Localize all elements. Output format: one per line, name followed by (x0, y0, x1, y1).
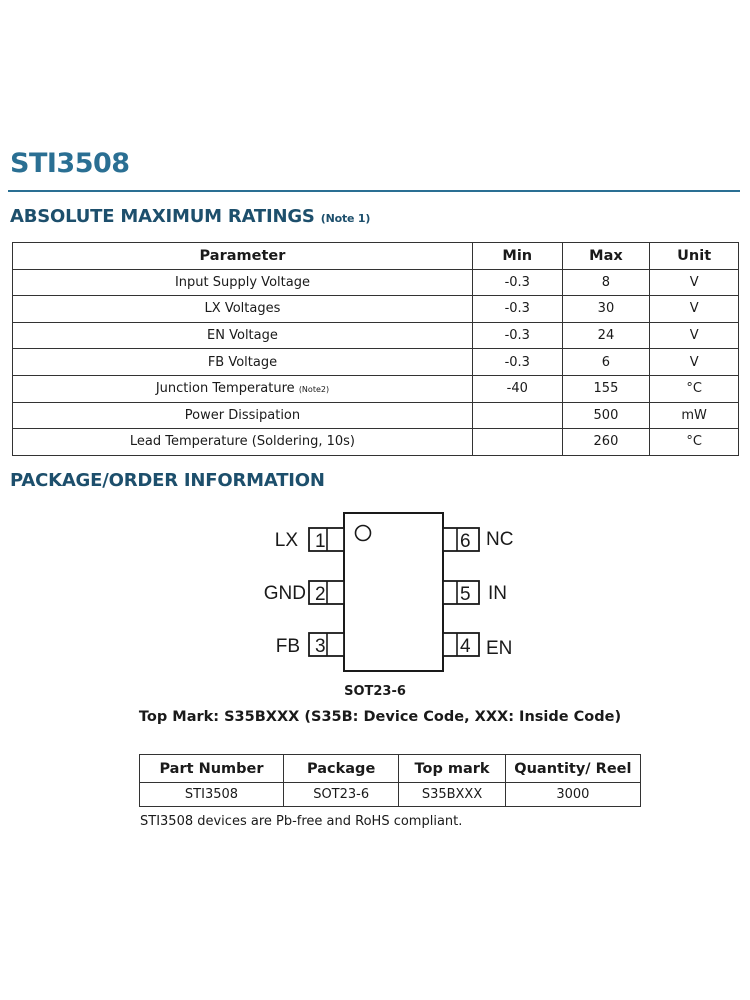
max-cell: 30 (562, 296, 650, 323)
unit-cell: V (650, 322, 739, 349)
col-header-max: Max (562, 243, 650, 270)
pin-label-lx: LX (274, 530, 298, 551)
max-cell: 24 (562, 322, 650, 349)
table-row (13, 296, 739, 323)
param-cell: Input Supply Voltage (13, 269, 473, 296)
unit-cell: °C (650, 375, 739, 402)
param-cell: FB Voltage (13, 349, 473, 376)
min-cell: -0.3 (472, 296, 562, 323)
col-header-unit: Unit (650, 243, 739, 270)
param-cell: Power Dissipation (13, 402, 473, 429)
part-number-cell: STI3508 (140, 783, 284, 807)
pin-label-in: IN (488, 583, 507, 604)
col-header-parameter: Parameter (13, 243, 473, 270)
package-order-heading: PACKAGE/ORDER INFORMATION (10, 470, 325, 491)
top-mark-description: Top Mark: S35BXXX (S35B: Device Code, XXX: Inside Code) (138, 709, 622, 725)
min-cell: -0.3 (472, 322, 562, 349)
compliance-note: STI3508 devices are Pb-free and RoHS compliant. (140, 814, 463, 829)
col-header-package: Package (283, 755, 398, 783)
col-header-min: Min (472, 243, 562, 270)
pin-label-nc: NC (486, 529, 514, 550)
ratings-heading-note: (Note 1) (320, 212, 371, 225)
pin-label-en: EN (486, 638, 513, 659)
top-mark-cell: S35BXXX (399, 783, 505, 807)
param-note: (Note2) (298, 385, 330, 395)
min-cell: -0.3 (472, 269, 562, 296)
unit-cell: V (650, 296, 739, 323)
pin-number-1: 1 (315, 531, 326, 552)
ratings-heading-text: ABSOLUTE MAXIMUM RATINGS (10, 206, 315, 227)
min-cell: -40 (472, 375, 562, 402)
document-title: STI3508 (10, 148, 130, 179)
max-cell: 500 (562, 402, 650, 429)
pin-number-6: 6 (460, 531, 471, 552)
param-cell (13, 375, 473, 402)
pin-label-fb: FB (275, 636, 300, 657)
max-cell: 8 (562, 269, 650, 296)
pin-number-4: 4 (460, 636, 471, 657)
unit-cell: V (650, 349, 739, 376)
table-row (13, 322, 739, 349)
ratings-header-row (13, 243, 739, 270)
table-row (13, 402, 739, 429)
unit-cell: V (650, 269, 739, 296)
order-table (139, 754, 641, 807)
col-header-top-mark: Top mark (399, 755, 505, 783)
col-header-quantity-reel: Quantity/ Reel (505, 755, 640, 783)
min-cell: -0.3 (472, 349, 562, 376)
table-row (13, 269, 739, 296)
max-cell: 6 (562, 349, 650, 376)
package-cell: SOT23-6 (283, 783, 398, 807)
table-row (13, 375, 739, 402)
sot23-6-package-diagram (250, 505, 520, 675)
pin-number-3: 3 (315, 636, 326, 657)
ratings-heading (10, 206, 370, 227)
pin-label-gnd: GND (263, 583, 306, 604)
table-row (13, 349, 739, 376)
unit-cell: °C (650, 429, 739, 456)
max-cell: 155 (562, 375, 650, 402)
param-cell: EN Voltage (13, 322, 473, 349)
table-row (13, 429, 739, 456)
max-cell: 260 (562, 429, 650, 456)
pin-number-2: 2 (315, 584, 326, 605)
pin-number-5: 5 (460, 584, 471, 605)
param-cell: LX Voltages (13, 296, 473, 323)
table-row (140, 783, 641, 807)
ratings-table (12, 242, 739, 456)
title-rule (8, 190, 740, 192)
min-cell (472, 429, 562, 456)
param-text: Junction Temperature (155, 381, 295, 397)
package-body (344, 513, 443, 671)
unit-cell: mW (650, 402, 739, 429)
param-cell: Lead Temperature (Soldering, 10s) (13, 429, 473, 456)
quantity-cell: 3000 (505, 783, 640, 807)
package-caption: SOT23-6 (344, 684, 406, 699)
col-header-part-number: Part Number (140, 755, 284, 783)
min-cell (472, 402, 562, 429)
order-header-row (140, 755, 641, 783)
